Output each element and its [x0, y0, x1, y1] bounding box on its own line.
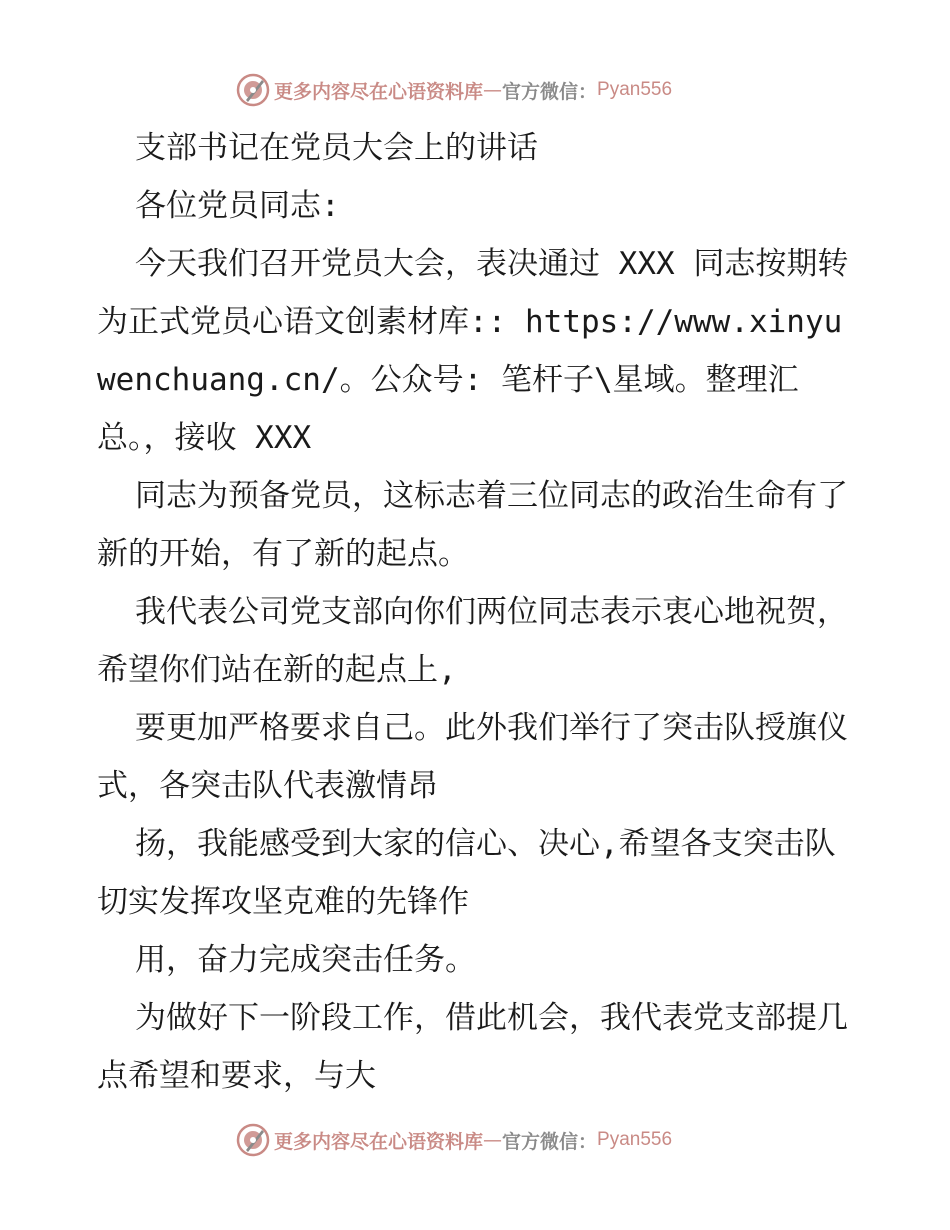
- footer-watermark-banner: [236, 1120, 672, 1160]
- banner-brand-text: 更多内容尽在心语资料库: [274, 1130, 484, 1153]
- document-body: [97, 119, 857, 1105]
- paragraph: 要更加严格要求自己。此外我们举行了突击队授旗仪式，各突击队代表激情昂: [97, 710, 848, 804]
- banner-dash: —: [483, 1129, 503, 1151]
- paragraph: 用，奋力完成突击任务。: [135, 942, 476, 978]
- quill-logo-icon: [236, 73, 270, 107]
- paragraph: 我代表公司党支部向你们两位同志表示衷心地祝贺，希望你们站在新的起点上,: [97, 594, 848, 688]
- banner-dash: —: [483, 79, 503, 101]
- banner-brand-text: 更多内容尽在心语资料库: [274, 80, 484, 103]
- salutation: 各位党员同志:: [135, 188, 340, 224]
- document-title: 支部书记在党员大会上的讲话: [135, 130, 538, 166]
- paragraph: 为做好下一阶段工作，借此机会，我代表党支部提几点希望和要求，与大: [97, 1000, 848, 1094]
- banner-wechat-label: 官方微信：: [502, 1130, 598, 1153]
- banner-wechat-id: Pyan556: [597, 79, 673, 100]
- banner-wechat-id: Pyan556: [597, 1129, 673, 1150]
- paragraph: 同志为预备党员，这标志着三位同志的政治生命有了新的开始，有了新的起点。: [97, 478, 848, 572]
- header-watermark-banner: [236, 70, 672, 110]
- paragraph: 今天我们召开党员大会，表决通过 XXX 同志按期转为正式党员心语文创素材库:: https://www.xinyuwenchuang.cn/。公众号: 笔杆子\星域。整理汇总。，接收 XXX: [97, 246, 849, 456]
- banner-wechat-label: 官方微信：: [502, 80, 598, 103]
- paragraph: 扬，我能感受到大家的信心、决心,希望各支突击队切实发挥攻坚克难的先锋作: [97, 826, 836, 920]
- quill-logo-icon: [236, 1123, 270, 1157]
